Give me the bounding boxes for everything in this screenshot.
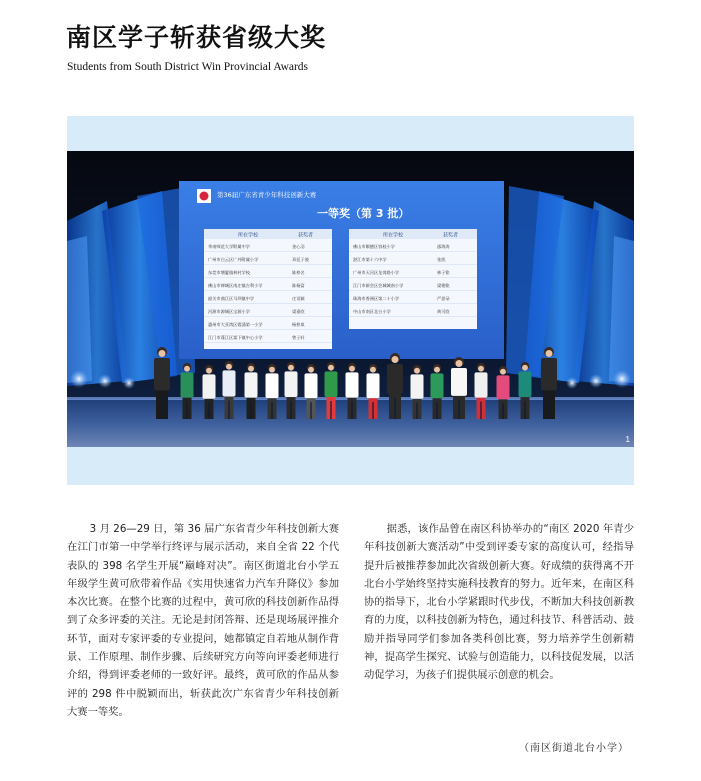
screen-table-left-cell: 金心羽 [292,244,305,249]
screen-table-right-cell: 严思朵 [437,296,450,301]
screen-table-left-cell: 陈杨富 [292,283,305,288]
screen-table-right-cell: 珠海市香洲区第二十小学 [353,296,400,301]
screen-table-left-cell: 东莞市塘厦镇林村学校 [208,270,250,275]
screen-table-right-cell: 广州市天河区龙岗路小学 [353,270,400,275]
screen-table-right-cell: 张凯 [437,257,446,262]
stage-scene [67,151,634,447]
screen-table-right-cell: 黄可欣 [437,309,450,314]
left-stage-wings [67,186,195,386]
screen-table-left-cell: 广州市白云区广外附属小学 [208,257,259,262]
article-column-right [364,520,634,685]
screen-table-left-header: 获奖者 [298,232,314,239]
screen-table-right-cell: 中山市南区北台小学 [353,309,391,314]
screen-award-title: 一等奖（第 3 批） [317,207,410,220]
event-logo [197,189,211,203]
screen-table-right [349,229,477,329]
photo-frame [67,116,634,485]
screen-table-left-cell: 梁嘉欣 [292,309,305,314]
award-ceremony-photo [67,151,634,447]
article-paragraph-1: 3 月 26—29 日，第 36 届广东省青少年科技创新大赛在江门市第一中学举行终评与展示活动，来自全省 22 个代表队的 398 名学生开展“巅峰对决”。南区街道北台小学五年级学生黄可欣带着作品《实用快速省力汽车升降仪》参加本次比赛。在整个比赛的过程中，黄可欣的科技创新作品得到了众多评委的关注。无论是封闭答辩、还是现场展评推介环节，面对专家评委的专业提问，她都镇定自若地从制作背景、工作原理、制作步骤、后续研究方向等向评委老师进行介绍，得到评委老师的一致好评。最终，黄可欣的作品从参评的 298 件中脱颖而出，斩获此次广东省青少年科技创新大赛一等奖。 [67,523,339,718]
screen-table-right-cell: 湛江市第十六中学 [353,257,387,262]
screen-table-left-cell: 庄诏颖 [292,296,305,301]
screen-heading: 第36届广东省青少年科技创新大赛 [217,191,317,199]
right-stage-wings [506,186,634,386]
screen-table-right-header: 所在学校 [383,232,404,239]
page-title: 南区学子斩获省级大奖 [66,23,327,52]
article-column-left [67,520,339,721]
screen-table-right-cell: 邵海涛 [437,244,450,249]
screen-table-left-cell: 河源市源城区宝源小学 [208,309,250,314]
photo-number: 1 [625,435,630,444]
screen-table-left-cell: 江门市蓬江区棠下镇中心小学 [208,335,263,340]
screen-table-right-cell: 林子铭 [437,270,450,275]
screen-table-left-cell: 韶关市曲江区马坝镇中学 [208,296,255,301]
screen-table-left-cell: 曾子轩 [292,335,305,340]
screen-table-right-header: 获奖者 [443,232,459,239]
screen-table-left-cell: 邓廷子骏 [292,257,309,262]
screen-table-right-cell: 梁栩铭 [437,283,450,288]
screen-table-left-cell: 佛山市禅城区南庄镇吉利小学 [208,283,263,288]
screen-table-left [204,229,332,349]
article-paragraph-2: 据悉，该作品曾在南区科协举办的“南区 2020 年青少年科技创新大赛活动”中受到评委专家的高度认可，经指导提升后被推荐参加此次省级创新大赛。好成绩的获得离不开北台小学始终坚持实施科技教育的努力。近年来，在南区科协的指导下，北台小学紧跟时代步伐，不断加大科技创新教育的力度，以科技创新为特色，通过科技节、科普活动、鼓励并指导同学们参加各类科创比赛，努力培养学生创新精神，提高学生探究、试验与创造能力，以科技促发展，以活动促学习，为孩子们提供展示创意的机会。 [364,523,634,682]
page-subtitle: Students from South District Win Provincial Awards [67,61,309,73]
screen-table-left-header: 所在学校 [238,232,259,239]
screen-table-left-cell: 陈梓名 [292,270,305,275]
screen-table-left-cell: 杨梓岚 [292,322,305,327]
screen-table-right-cell: 江门市新会区会城城南小学 [353,283,404,288]
screen-table-left-cell: 华南师范大学附属中学 [208,244,250,249]
screen-table-left-cell: 惠州市大亚湾区霞涌第一小学 [208,322,263,327]
screen-table-right-cell: 佛山市顺德区容桂小学 [353,244,395,249]
article-source: （南区街道北台小学） [519,743,629,754]
